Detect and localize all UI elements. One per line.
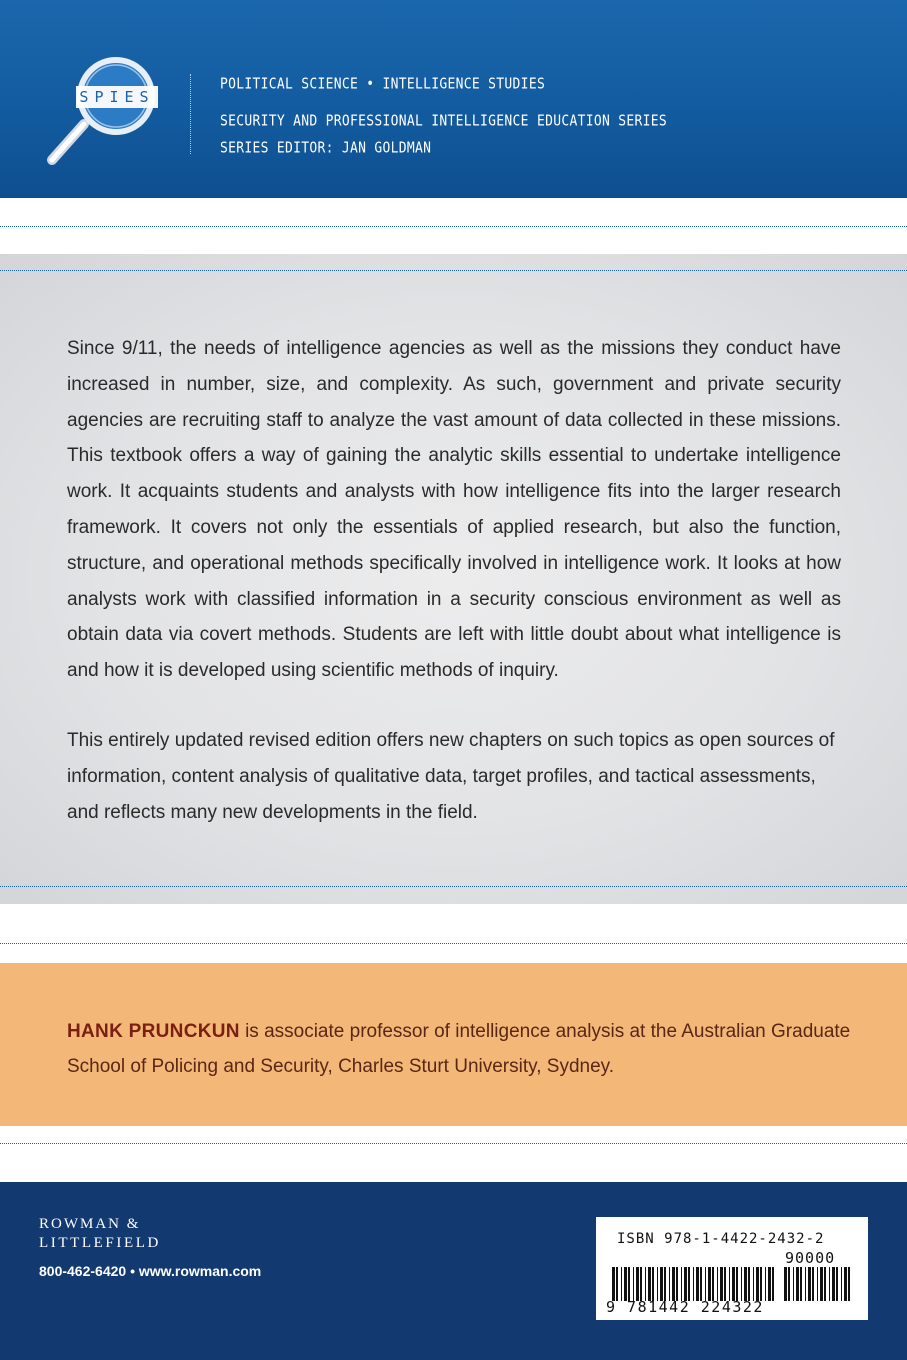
barcode-bar bbox=[664, 1267, 666, 1301]
author-bio-text: is associate professor of intelligence analysis at the Australian Graduate School of Policing and Security, Charles Sturt University, Sydney. bbox=[67, 1021, 851, 1077]
barcode-bar bbox=[793, 1267, 794, 1301]
isbn-number: ISBN 978-1-4422-2432-2 bbox=[617, 1231, 825, 1247]
separator-strip bbox=[0, 1126, 907, 1182]
barcode-bar bbox=[741, 1267, 742, 1301]
barcode-bar bbox=[817, 1267, 818, 1301]
barcode-bar bbox=[712, 1267, 714, 1301]
series-editor: SERIES EDITOR: JAN GOLDMAN bbox=[220, 140, 432, 158]
barcode-bar bbox=[612, 1267, 615, 1301]
series-title: SECURITY AND PROFESSIONAL INTELLIGENCE EDUCATION SERIES bbox=[220, 113, 667, 131]
svg-text:SPIES: SPIES bbox=[79, 88, 155, 106]
barcode-bar bbox=[732, 1267, 735, 1301]
publisher-logo-line1: ROWMAN & bbox=[39, 1216, 141, 1232]
barcode-bar bbox=[628, 1267, 630, 1301]
separator-strip bbox=[0, 904, 907, 963]
publisher-contact: 800-462-6420 • www.rowman.com bbox=[39, 1263, 262, 1279]
addon-barcode-bars bbox=[782, 1267, 852, 1301]
barcode-bar bbox=[693, 1267, 694, 1301]
barcode-bar bbox=[760, 1267, 762, 1301]
header-divider bbox=[190, 74, 191, 154]
barcode-bar bbox=[812, 1267, 814, 1301]
barcode-bar bbox=[708, 1267, 711, 1301]
barcode-bar bbox=[633, 1267, 634, 1301]
description-paragraph: This entirely updated revised edition offers new chapters on such topics as open sources of information, content analysis of qualitative data, target profiles, and tactical assessments, and reflects many new developments in the field. bbox=[67, 730, 835, 823]
barcode-bar bbox=[660, 1267, 663, 1301]
barcode-bar bbox=[645, 1267, 646, 1301]
barcode-bar bbox=[796, 1267, 799, 1301]
price-code: 90000 bbox=[785, 1249, 836, 1267]
barcode-bar bbox=[832, 1267, 835, 1301]
dotted-rule bbox=[0, 943, 907, 944]
dotted-rule bbox=[0, 1143, 907, 1144]
barcode-bar bbox=[652, 1267, 654, 1301]
barcode-bar bbox=[805, 1267, 806, 1301]
barcode-bar bbox=[748, 1267, 750, 1301]
barcode-bar bbox=[616, 1267, 618, 1301]
barcode-bar bbox=[684, 1267, 687, 1301]
barcode-bar bbox=[756, 1267, 759, 1301]
barcode-bar bbox=[700, 1267, 702, 1301]
dotted-rule bbox=[0, 886, 907, 887]
author-bio bbox=[67, 1014, 857, 1084]
barcode-bar bbox=[848, 1267, 850, 1301]
barcode-bar bbox=[717, 1267, 718, 1301]
barcode-bar bbox=[836, 1267, 838, 1301]
dotted-rule bbox=[0, 270, 907, 271]
barcode-bar bbox=[808, 1267, 811, 1301]
barcode-bar bbox=[844, 1267, 847, 1301]
barcode-bar bbox=[624, 1267, 627, 1301]
barcode-bar bbox=[788, 1267, 790, 1301]
barcode-bar bbox=[636, 1267, 639, 1301]
barcode-bar bbox=[829, 1267, 830, 1301]
barcode-bar bbox=[820, 1267, 823, 1301]
ean-barcode-bars bbox=[610, 1267, 778, 1301]
barcode-bar bbox=[800, 1267, 802, 1301]
description-paragraph: Since 9/11, the needs of intelligence agencies as well as the missions they conduct have increased in number, size, and complexity. As such, government and private security agencies are recruiting staff to analyze the vast amount of data collected in these missions. This textbook offers a way of gaining the analytic skills essential to undertake intelligence work. It acquaints students and analysts with how intelligence fits into the larger research framework. It covers not only the essentials of applied research, but also the function, structure, and operational methods specifically involved in intelligence work. It looks at how analysts work with classified information in a security conscious environment as well as obtain data via covert methods. Students are left with little doubt about what intelligence is and how it is developed using scientific methods of inquiry. bbox=[67, 338, 841, 682]
barcode-bar bbox=[753, 1267, 754, 1301]
barcode-bar bbox=[724, 1267, 726, 1301]
barcode-bar bbox=[736, 1267, 738, 1301]
barcode-bar bbox=[744, 1267, 747, 1301]
barcode-bar bbox=[784, 1267, 787, 1301]
subject-category: POLITICAL SCIENCE • INTELLIGENCE STUDIES bbox=[220, 76, 546, 94]
author-name: HANK PRUNCKUN bbox=[67, 1021, 240, 1042]
barcode-bar bbox=[729, 1267, 730, 1301]
dotted-rule bbox=[0, 226, 907, 227]
barcode-bar bbox=[765, 1267, 766, 1301]
publisher-logo-line2: LITTLEFIELD bbox=[39, 1235, 161, 1251]
barcode-bar bbox=[648, 1267, 651, 1301]
spies-magnifier-logo bbox=[40, 52, 170, 172]
barcode-bar bbox=[669, 1267, 670, 1301]
barcode-bar bbox=[824, 1267, 826, 1301]
barcode-bar bbox=[705, 1267, 706, 1301]
barcode-bar bbox=[657, 1267, 658, 1301]
barcode-bar bbox=[681, 1267, 682, 1301]
barcode-bar bbox=[696, 1267, 699, 1301]
barcode-bar bbox=[768, 1267, 771, 1301]
barcode-bar bbox=[772, 1267, 774, 1301]
barcode-bar bbox=[720, 1267, 723, 1301]
isbn-barcode bbox=[596, 1217, 868, 1320]
barcode-bar bbox=[621, 1267, 622, 1301]
barcode-bar bbox=[640, 1267, 642, 1301]
barcode-bar bbox=[676, 1267, 678, 1301]
barcode-bar bbox=[672, 1267, 675, 1301]
barcode-bar bbox=[688, 1267, 690, 1301]
ean-digits: 9 781442 224322 bbox=[606, 1298, 764, 1316]
barcode-bar bbox=[841, 1267, 842, 1301]
